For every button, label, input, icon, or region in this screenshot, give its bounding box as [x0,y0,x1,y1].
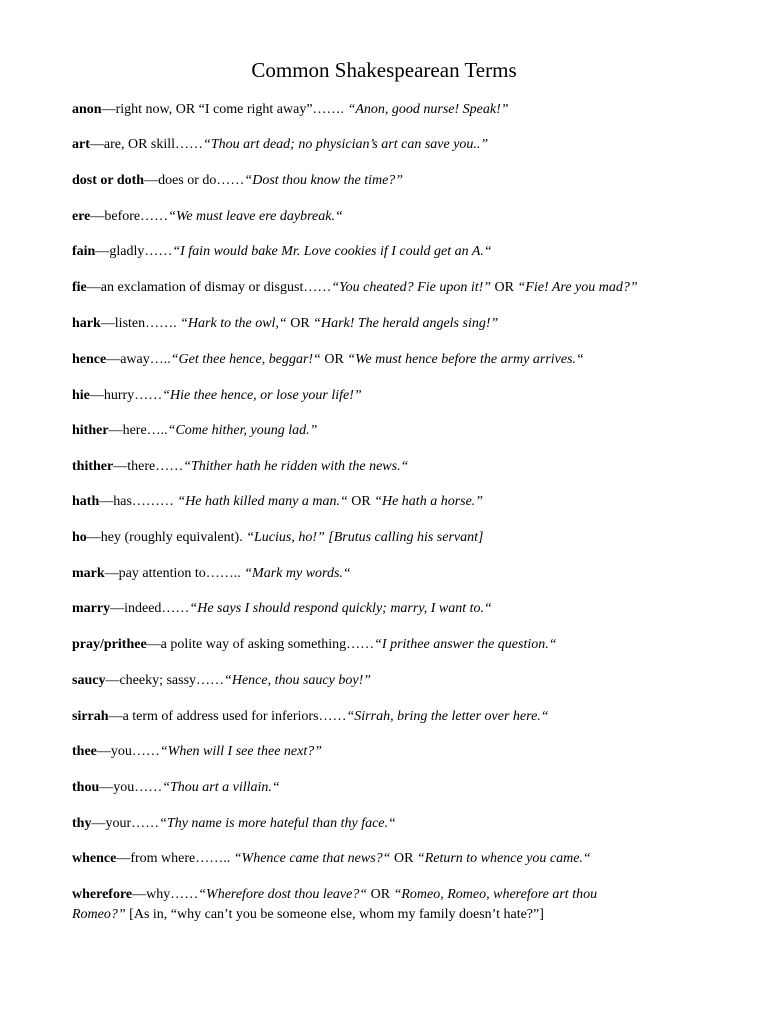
example: “Whence came that news?“ [233,851,391,866]
entry-thither [72,457,702,477]
entry-dost-or-doth [72,171,702,191]
example: “Get thee hence, beggar!“ [170,352,321,367]
example: “Thou art a villain.“ [162,780,280,795]
definition: —indeed…… [110,601,190,616]
definition: —there…… [113,459,184,474]
entry-art [72,135,702,155]
example: “Mark my words.“ [244,566,351,581]
definition: —away….. [106,352,171,367]
definition: —has……… [99,494,178,509]
example: “You cheated? Fie upon it!” [331,280,492,295]
term: ere [72,209,91,224]
term: hither [72,423,109,438]
definition: —right now, OR “I come right away”……. [101,102,348,117]
definition: —listen……. [100,316,181,331]
term: dost or doth [72,173,145,188]
term: hence [72,352,107,367]
definition: —a polite way of asking something…… [146,637,375,652]
term: thy [72,816,92,831]
definition: —gladly…… [95,244,173,259]
definition: —from where…….. [116,851,234,866]
term: anon [72,102,102,117]
term: hark [72,316,101,331]
entry-whence [72,849,702,869]
example: “Thither hath he ridden with the news.“ [183,459,409,474]
definition: —hurry…… [89,388,163,403]
entry-fain [72,242,702,262]
example: “Hence, thou saucy boy!” [224,673,372,688]
entry-thou [72,778,702,798]
definition: —before…… [90,209,169,224]
example: “Hark to the owl,“ [180,316,287,331]
term: thou [72,780,100,795]
page-title: Common Shakespearean Terms [251,58,517,82]
entry-thee [72,742,702,762]
definition: —you…… [99,780,163,795]
entry-fie [72,278,702,298]
entry-thy [72,814,702,834]
example-alt: “Return to whence you came.“ [416,851,591,866]
example-alt: “We must hence before the army arrives.“ [347,352,584,367]
example-alt: “Hark! The herald angels sing!” [313,316,499,331]
entry-ere [72,207,702,227]
example: “I prithee answer the question.“ [374,637,557,652]
example: “Thy name is more hateful than thy face.“ [159,816,396,831]
example: “We must leave ere daybreak.“ [168,209,343,224]
example-alt: “Romeo, Romeo, wherefore art thou Romeo?” [72,887,598,922]
term: hath [72,494,100,509]
definition: —why…… [132,887,199,902]
example: “Lucius, ho!” [Brutus calling his servant] [246,530,484,545]
term: mark [72,566,105,581]
entry-sirrah [72,707,702,727]
explanatory-note: [As in, “why can’t you be someone else, whom my family doesn’t hate?”] [125,907,544,922]
entry-wherefore [72,885,647,925]
example-alt: “He hath a horse.” [374,494,484,509]
term: ho [72,530,87,545]
term: pray/prithee [72,637,147,652]
term: thee [72,744,97,759]
example: “When will I see thee next?” [159,744,323,759]
example: “Anon, good nurse! Speak!” [347,102,509,117]
example: “Sirrah, bring the letter over here.“ [346,709,549,724]
entry-anon [72,100,702,120]
definition: —cheeky; sassy…… [105,673,225,688]
example-alt: “Fie! Are you mad?” [517,280,638,295]
example: “Dost thou know the time?” [244,173,404,188]
entry-mark [72,564,702,584]
definition: —pay attention to…….. [104,566,245,581]
term: fain [72,244,96,259]
term: saucy [72,673,106,688]
or-separator: OR [491,280,518,295]
entry-hence [72,350,702,370]
definition: —hey (roughly equivalent). [86,530,247,545]
or-separator: OR [347,494,375,509]
definition: —here….. [108,423,168,438]
or-separator: OR [320,352,348,367]
example: “He hath killed many a man.“ [177,494,348,509]
entry-hark [72,314,702,334]
definition: —a term of address used for inferiors…… [108,709,347,724]
definition: —your…… [91,816,160,831]
entry-saucy [72,671,702,691]
or-separator: OR [367,887,394,902]
entry-hie [72,386,702,406]
term: whence [72,851,117,866]
term: wherefore [72,887,133,902]
example: “He says I should respond quickly; marry, I want to.“ [189,601,492,616]
example: “Come hither, young lad.” [167,423,318,438]
entry-pray-prithee [72,635,702,655]
example: “Thou art dead; no physician’s art can save you..” [203,137,489,152]
definition: —an exclamation of dismay or disgust…… [86,280,332,295]
or-separator: OR [390,851,417,866]
definition: —you…… [96,744,160,759]
example: “I fain would bake Mr. Love cookies if I could get an A.“ [172,244,492,259]
term: marry [72,601,111,616]
entry-marry [72,599,702,619]
term: art [72,137,90,152]
term: sirrah [72,709,109,724]
term: thither [72,459,114,474]
example: “Hie thee hence, or lose your life!” [162,388,362,403]
example: “Wherefore dost thou leave?“ [198,887,368,902]
entry-hither [72,421,702,441]
term: fie [72,280,87,295]
or-separator: OR [286,316,314,331]
entry-ho [72,528,702,548]
entry-hath [72,492,702,512]
definition: —are, OR skill…… [89,137,204,152]
term: hie [72,388,90,403]
definition: —does or do…… [144,173,245,188]
